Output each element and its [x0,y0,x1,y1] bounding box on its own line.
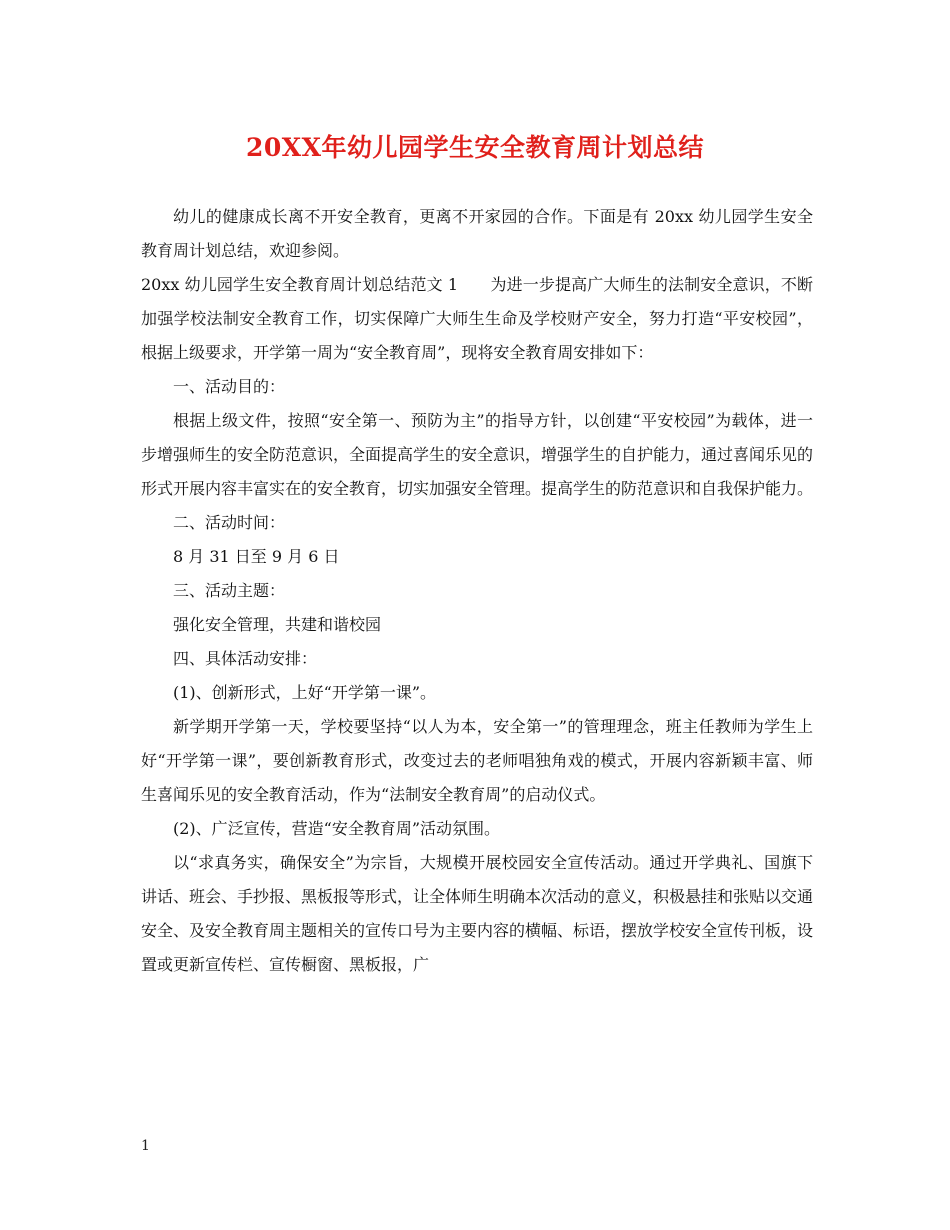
paragraph-intro: 幼儿的健康成长离不开安全教育，更离不开家园的合作。下面是有 20xx 幼儿园学生安全教育周计划总结，欢迎参阅。 [141,207,813,260]
section-heading-purpose: 一、活动目的： [173,377,286,396]
paragraph-time: 8 月 31 日至 9 月 6 日 [173,547,340,566]
document-title: 20XX年幼儿园学生安全教育周计划总结 [245,133,705,162]
subheading-publicity: (2)、广泛宣传，营造“安全教育周”活动氛围。 [173,819,501,838]
paragraph-publicity: 以“求真务实，确保安全”为宗旨，大规模开展校园安全宣传活动。通过开学典礼、国旗下讲话、班会、手抄报、黑板报等形式，让全体师生明确本次活动的意义，积极悬挂和张贴以交通安全、及安全教育周主题相关的宣传口号为主要内容的横幅、标语，摆放学校安全宣传刊板，设置或更新宣传栏、宣传橱窗、黑板报，广 [141,853,814,974]
paragraph-purpose: 根据上级文件，按照“安全第一、预防为主”的指导方针，以创建“平安校园”为载体，进一步增强师生的安全防范意识，全面提高学生的安全意识，增强学生的自护能力，通过喜闻乐见的形式开展内容丰富实在的安全教育，切实加强安全管理。提高学生的防范意识和自我保护能力。 [141,411,814,498]
section-heading-arrangement: 四、具体活动安排： [173,649,318,668]
paragraph-sample-heading: 20xx 幼儿园学生安全教育周计划总结范文 1 为进一步提高广大师生的法制安全意识，不断加强学校法制安全教育工作，切实保障广大师生生命及学校财产安全，努力打造“平安校园”，根据上级要求，开学第一周为“安全教育周”，现将安全教育周安排如下： [141,275,813,362]
page-number: 1 [141,1138,150,1154]
document-body [141,200,813,982]
paragraph-theme: 强化安全管理，共建和谐校园 [173,615,382,634]
section-heading-theme: 三、活动主题： [173,581,286,600]
paragraph-first-lesson: 新学期开学第一天，学校要坚持“以人为本，安全第一”的管理理念，班主任教师为学生上好“开学第一课”，要创新教育形式，改变过去的老师唱独角戏的模式，开展内容新颖丰富、师生喜闻乐见的安全教育活动，作为“法制安全教育周”的启动仪式。 [141,717,813,804]
subheading-first-lesson: (1)、创新形式，上好“开学第一课”。 [173,683,437,702]
section-heading-time: 二、活动时间： [173,513,286,532]
